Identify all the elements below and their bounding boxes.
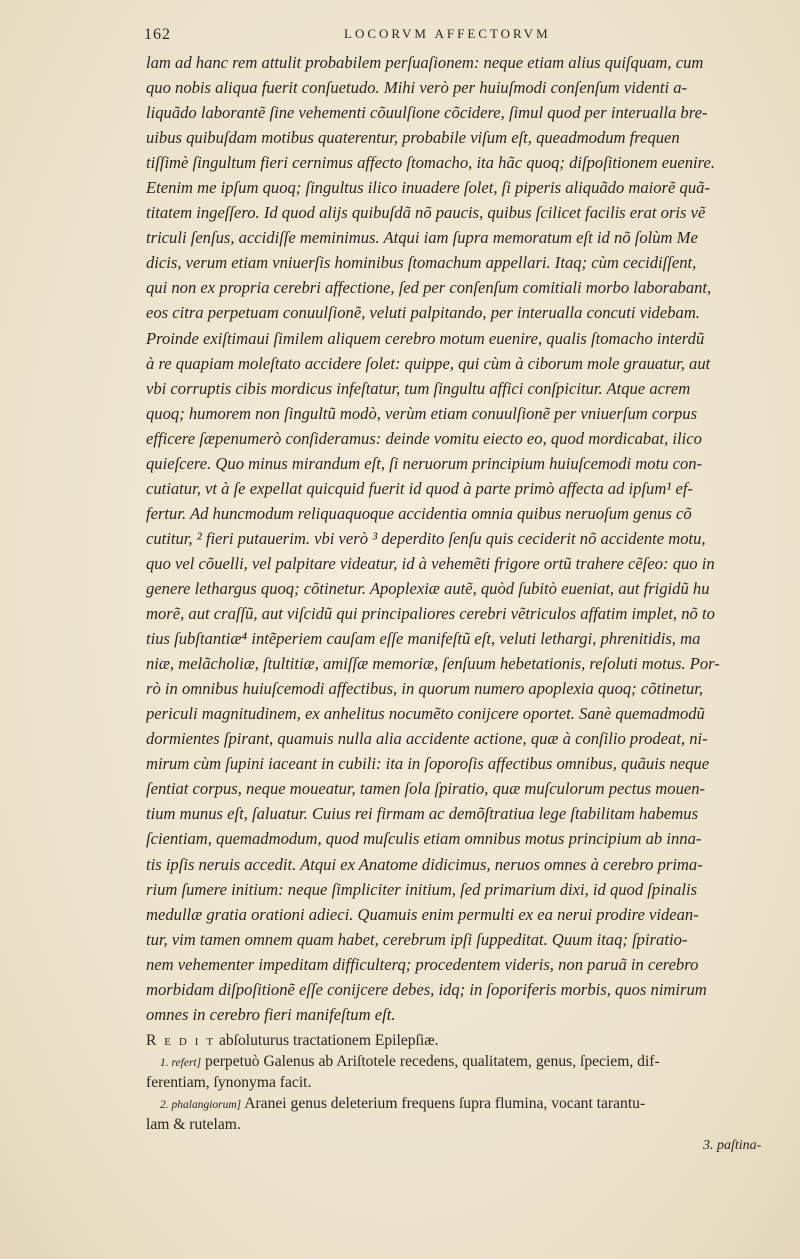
text-line: uibus quibuſdam motibus quaterentur, probabile viſum eſt, queadmodum frequen <box>146 128 680 148</box>
text-line: niæ, melãcholiæ, ſtultitiæ, amiſſæ memoriæ, ſenſuum hebetationis, reſoluti motus. Por- <box>146 654 720 674</box>
note-text: perpetuò Galenus ab Ariſtotele recedens, qualitatem, genus, ſpeciem, dif- <box>205 1053 660 1070</box>
text-line: Etenim me ipſum quoq; ſingultus ilico inuadere ſolet, ſi piperis aliquãdo maiorẽ quã- <box>146 178 710 198</box>
text-line: nem vehementer impeditam difficulterq; procedentem videris, non paruã in cerebro <box>146 954 699 974</box>
catchword: 3. paſtina- <box>703 1138 762 1153</box>
page-number: 162 <box>144 26 171 43</box>
text-line: mirum cùm ſupini iaceant in cubili: ita in ſoporoſis affectibus omnibus, quãuis neque <box>146 754 710 774</box>
text-line: quoq; humorem non ſingultũ modò, verùm etiam conuulſionẽ per vniuerſum corpus <box>146 403 698 423</box>
text-line: omnes in cerebro fieri manifeſtum eſt. <box>146 1004 396 1024</box>
text-line: genere lethargus quoq; cõtinetur. Apoplexiæ autẽ, quòd ſubitò eueniat, aut frigidũ hu <box>146 578 710 598</box>
note-text: Aranei genus deleterium frequens ſupra flumina, vocant tarantu- <box>244 1095 646 1112</box>
text-line: tiſſimè ſingultum fieri cernimus affecto ſtomacho, ita hãc quoq; diſpoſitionem euenire. <box>146 153 716 173</box>
note-line <box>146 1093 766 1114</box>
text-line: titatem ingeſſero. Id quod alijs quibuſdã nõ paucis, quibus ſcilicet facilis erat oris vẽ <box>146 203 706 223</box>
text-line: efficere ſæpenumerò conſideramus: deinde vomitu eiecto eo, quod mordicabat, ilico <box>146 428 702 448</box>
text-line: eos citra perpetuam conuulſionẽ, veluti palpitando, per interualla concuti videbam. <box>146 303 700 323</box>
text-line: periculi magnitudinem, ex anhelitus nocumẽto conijcere oportet. Sanè quemadmodũ <box>146 704 705 724</box>
text-line: liquãdo laborantẽ ſine vehementi cõuulſione cõcidere, ſimul quod per interualla bre- <box>146 103 708 123</box>
text-line: rium ſumere initium: neque ſimpliciter initium, ſed primarium dixi, id quod ſpinalis <box>146 879 698 899</box>
text-line: ſentiat corpus, neque moueatur, tamen ſola ſpiratio, quæ muſculorum pectus mouen- <box>146 779 706 799</box>
note-head: R e d i t <box>146 1032 216 1049</box>
text-line: cutiatur, vt à ſe expellat quicquid fuerit id quod à parte primò affecta ad ipſum¹ ef- <box>146 478 693 498</box>
annotations <box>146 1030 766 1135</box>
text-line: quo vel cõuelli, vel palpitare videatur, id à vehemẽti frigore ortũ trahere cẽſeo: quo in <box>146 553 715 573</box>
text-line: qui non ex propria cerebri affectione, ſed per conſenſum comitiali morbo laborabant, <box>146 278 712 298</box>
note-head: 1. refert] <box>160 1057 202 1069</box>
note-text: lam & rutelam. <box>146 1116 241 1133</box>
text-line: rò in omnibus huiuſcemodi affectibus, in quorum numero apoplexia quoq; cõtinetur, <box>146 679 704 699</box>
text-line: tius ſubſtantiæ⁴ intẽperiem cauſam eſſe manifeſtũ eſt, veluti lethargi, phrenitidis, ma <box>146 629 701 649</box>
text-line: dicis, verum etiam vniuerſis hominibus ſtomachum appellari. Itaq; cùm cecidiſſent, <box>146 253 697 273</box>
text-line: medullæ gratia orationi adieci. Quamuis enim permulti ex ea nerui prodire videan- <box>146 904 699 924</box>
note-line <box>146 1030 766 1051</box>
note-text: ferentiam, ſynonyma facit. <box>146 1074 312 1091</box>
note-line <box>146 1072 766 1093</box>
text-line: ſcientiam, quemadmodum, quod muſculis etiam omnibus motus principium ab inna- <box>146 829 702 849</box>
text-line: tium munus eſt, ſaluatur. Cuius rei firmam ac demõſtratiua lege ſtabilitam habemus <box>146 804 699 824</box>
text-line: fertur. Ad huncmodum reliquaquoque accidentia omnia quibus neruoſum genus cõ <box>146 503 692 523</box>
text-line: Proinde exiſtimaui ſimilem aliquem cerebro motum euenire, qualis ſtomacho interdũ <box>146 328 705 348</box>
text-line: triculi ſenſus, accidiſſe meminimus. Atqui iam ſupra memoratum eſt id nõ ſolùm Me <box>146 228 698 248</box>
text-line: dormientes ſpirant, quamuis nulla alia accidente actione, quæ à conſilio prodeat, ni- <box>146 729 708 749</box>
text-line: cutitur, ² fieri putauerim. vbi verò ³ deperdito ſenſu quis ceciderit nõ accidente motu, <box>146 528 706 548</box>
running-head: LOCORVM AFFECTORVM <box>344 26 551 41</box>
text-line: quo nobis aliqua fuerit conſuetudo. Mihi verò per huiuſmodi conſenſum videnti a- <box>146 78 688 98</box>
note-line <box>146 1051 766 1072</box>
note-line <box>146 1114 766 1135</box>
text-line: tur, vim tamen omnem quam habet, cerebrum ipſi ſuppeditat. Quum itaq; ſpiratio- <box>146 929 688 949</box>
page-header <box>144 24 764 48</box>
main-text <box>146 50 766 1027</box>
note-text: abſoluturus tractationem Epilepſiæ. <box>218 1032 439 1049</box>
text-line: vbi corruptis cibis mordicus infeſtatur, tum ſingultu affici conſpicitur. Atque acrem <box>146 378 691 398</box>
text-line: tis ipſis neruis accedit. Atqui ex Anatome didicimus, neruos omnes à cerebro prima- <box>146 854 703 874</box>
text-line: lam ad hanc rem attulit probabilem perſuaſionem: neque etiam alius quiſquam, cum <box>146 53 704 72</box>
text-line: morẽ, aut craſſũ, aut viſcidũ qui principaliores cerebri vẽtriculos affatim implet, nõ to <box>146 604 715 624</box>
text-line: quieſcere. Quo minus mirandum eſt, ſi neruorum principium huiuſcemodi motu con- <box>146 453 703 473</box>
text-line: à re quapiam moleſtato accidere ſolet: quippe, qui cùm à ciborum mole grauatur, aut <box>146 353 711 373</box>
note-head: 2. phalangiorum] <box>160 1099 242 1111</box>
text-line: morbidam diſpoſitionẽ eſſe conijcere debes, idq; in ſoporiferis morbis, quos nimirum <box>146 979 707 999</box>
